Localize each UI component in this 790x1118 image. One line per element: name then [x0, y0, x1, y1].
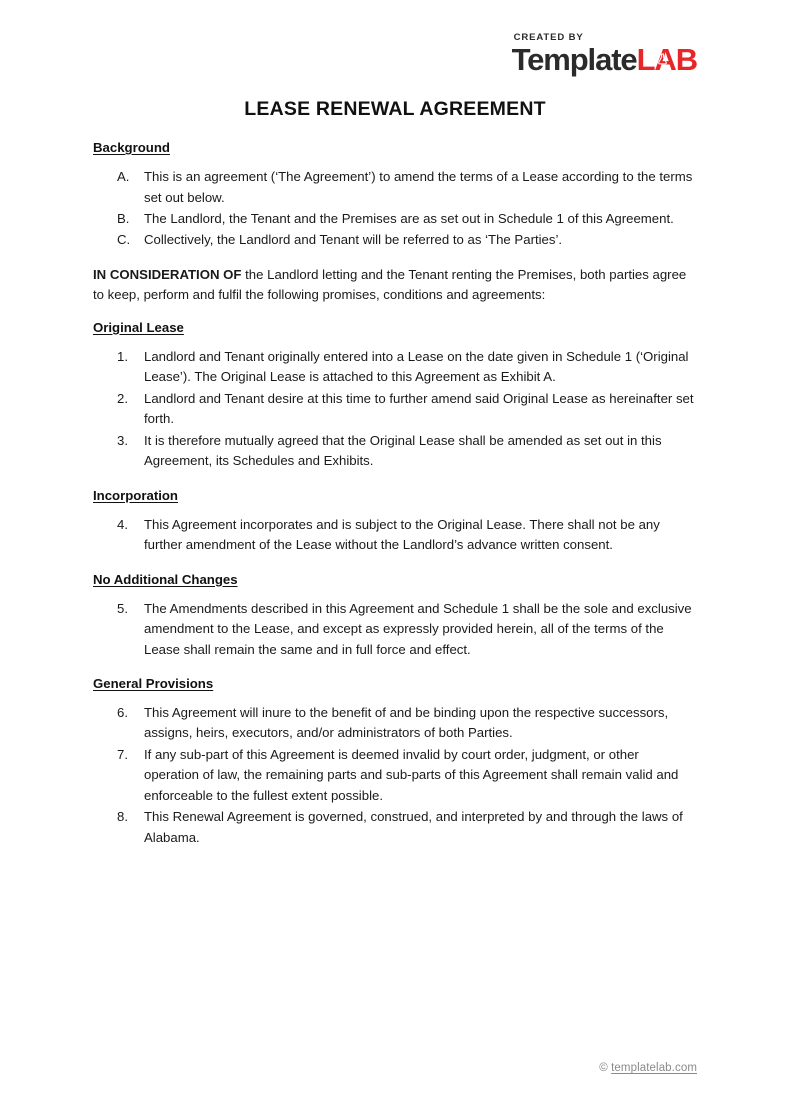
section-heading-original-lease: Original Lease	[93, 319, 184, 335]
list-marker: 8.	[117, 809, 128, 825]
list-item	[93, 745, 697, 806]
no-additional-changes-list	[93, 599, 697, 660]
list-text: If any sub-part of this Agreement is deemed invalid by court order, judgment, or other operation of law, the remaining parts and sub-parts of this Agreement shall remain valid and enforceable to the fullest extent possible.	[144, 746, 679, 803]
list-item	[93, 167, 697, 208]
list-marker: 7.	[117, 746, 128, 762]
list-text: Landlord and Tenant desire at this time to further amend said Original Lease as hereinafter set forth.	[144, 390, 694, 427]
list-marker: 1.	[117, 348, 128, 364]
list-text: It is therefore mutually agreed that the Original Lease shall be amended as set out in this Agreement, its Schedules and Exhibits.	[144, 432, 662, 469]
incorporation-list	[93, 515, 697, 556]
list-marker: B.	[117, 210, 130, 226]
copyright-symbol: ©	[599, 1062, 608, 1074]
original-lease-list	[93, 347, 697, 472]
list-text: The Amendments described in this Agreement and Schedule 1 shall be the sole and exclusive amendment to the Lease, and except as expressly provided herein, all of the terms of the Lease shall remain the same and in full force and effect.	[144, 600, 692, 657]
general-provisions-list	[93, 703, 697, 848]
footer-credit	[599, 1062, 697, 1074]
consideration-paragraph	[93, 265, 697, 306]
section-no-additional-changes	[93, 570, 697, 660]
section-heading-incorporation: Incorporation	[93, 487, 178, 503]
section-heading-background: Background	[93, 140, 170, 155]
logo-word-template: Template	[511, 41, 637, 77]
logo-word-lab	[636, 41, 697, 77]
list-item	[93, 515, 697, 556]
logo-created-by-label: CREATED BY	[513, 32, 584, 43]
list-marker: 5.	[117, 600, 128, 616]
templatelab-link[interactable]: templatelab.com	[611, 1062, 697, 1074]
page-title: LEASE RENEWAL AGREEMENT	[244, 98, 546, 120]
list-marker: C.	[117, 232, 131, 248]
section-heading-general-provisions: General Provisions	[93, 675, 214, 691]
section-background	[93, 138, 697, 251]
list-item	[93, 347, 697, 388]
list-marker: 4.	[117, 516, 128, 532]
list-text: Landlord and Tenant originally entered into a Lease on the date given in Schedule 1 (‘Original Lease’). The Original Lease is attached to this Agreement as Exhibit A.	[144, 348, 689, 385]
list-text: This is an agreement (‘The Agreement’) to amend the terms of a Lease according to the terms set out below.	[144, 169, 693, 205]
list-text: Collectively, the Landlord and Tenant will be referred to as ‘The Parties’.	[144, 232, 563, 248]
consideration-rest: the Landlord letting and the Tenant renting the Premises, both parties agree to keep, perform and fulfil the following promises, conditions and agreements:	[93, 266, 687, 303]
section-heading-no-additional-changes: No Additional Changes	[93, 571, 238, 587]
list-text: The Landlord, the Tenant and the Premises are as set out in Schedule 1 of this Agreement.	[144, 210, 674, 226]
list-marker: 2.	[117, 390, 128, 406]
list-item	[93, 599, 697, 660]
list-item	[93, 431, 697, 472]
background-list	[93, 167, 697, 251]
document-body	[93, 138, 697, 862]
section-consideration	[93, 265, 697, 306]
list-item	[93, 209, 697, 229]
section-incorporation	[93, 486, 697, 556]
list-item	[93, 807, 697, 848]
list-text: This Agreement will inure to the benefit of and be binding upon the respective successors, assigns, heirs, executors, and/or administrators of both Parties.	[144, 705, 669, 741]
section-general-provisions	[93, 674, 697, 848]
list-item	[93, 389, 697, 430]
templatelab-logo	[512, 33, 697, 75]
list-marker: 6.	[117, 705, 128, 721]
logo-wordmark	[511, 41, 697, 77]
logo-lab-text: LAB	[636, 41, 697, 77]
list-marker: A.	[117, 169, 130, 185]
list-item	[93, 230, 697, 250]
list-item	[93, 703, 697, 744]
list-marker: 3.	[117, 432, 128, 448]
section-original-lease	[93, 318, 697, 472]
list-text: This Agreement incorporates and is subject to the Original Lease. There shall not be any further amendment of the Lease without the Landlord’s advance written consent.	[144, 516, 660, 553]
list-text: This Renewal Agreement is governed, construed, and interpreted by and through the laws of Alabama.	[144, 809, 683, 845]
consideration-bold-lead: IN CONSIDERATION OF	[93, 266, 242, 282]
